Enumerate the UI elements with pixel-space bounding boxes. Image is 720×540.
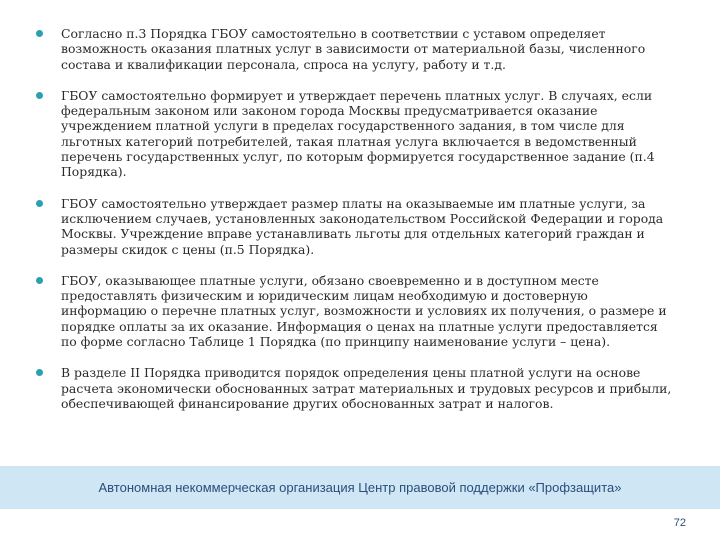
bullet-text-1: Согласно п.3 Порядка ГБОУ самостоятельно в соответствии с уставом определяет возможность оказания платных услуг в зависимости от материальной базы, численного состава и квалификации персонала, спроса на услугу, работу и т.д. xyxy=(61,26,646,72)
footer-band xyxy=(0,466,720,509)
bullet-list xyxy=(36,26,676,427)
page-number: 72 xyxy=(673,517,686,529)
bullet-text-5: В разделе II Порядка приводится порядок определения цены платной услуги на основе расчета экономически обоснованных затрат материальных и трудовых ресурсов и прибыли, обеспечивающей финансирование других обоснованных затрат и налогов. xyxy=(61,365,672,411)
bullet-text-3: ГБОУ самостоятельно утверждает размер платы на оказываемые им платные услуги, за исключением случаев, установленных законодательством Российской Федерации и города Москвы. Учреждение вправе устанавливать льготы для отдельных категорий граждан и размеры скидок с цены (п.5 Порядка). xyxy=(61,195,664,257)
bullet-dot-icon xyxy=(36,277,43,284)
bullet-item-5 xyxy=(36,365,676,411)
bullet-dot-icon xyxy=(36,369,43,376)
bullet-item-2 xyxy=(36,88,676,180)
bullet-dot-icon xyxy=(36,200,43,207)
bullet-item-3 xyxy=(36,196,676,257)
bullet-item-4 xyxy=(36,273,676,349)
bullet-item-1 xyxy=(36,26,676,72)
bullet-dot-icon xyxy=(36,92,43,99)
footer-organization: Автономная некоммерческая организация Центр правовой поддержки «Профзащита» xyxy=(98,480,622,495)
bullet-text-4: ГБОУ, оказывающее платные услуги, обязано своевременно и в доступном месте предоставлять физическим и юридическим лицам необходимую и достоверную информацию о перечне платных услуг, возможности и условиях их получения, о размере и порядке оплаты за их оказание. Информация о ценах на платные услуги предоставляется по форме согласно Таблице 1 Порядка (по принципу наименование услуги – цена). xyxy=(61,272,667,350)
bullet-dot-icon xyxy=(36,30,43,37)
bullet-text-2: ГБОУ самостоятельно формирует и утверждает перечень платных услуг. В случаях, если федеральным законом или законом города Москвы предусматривается оказание учреждением платной услуги в пределах государственного задания, в том числе для льготных категорий потребителей, такая платная услуга включается в ведомственный перечень государственных услуг, по которым формируется государственное задание (п.4 Порядка). xyxy=(61,87,655,180)
